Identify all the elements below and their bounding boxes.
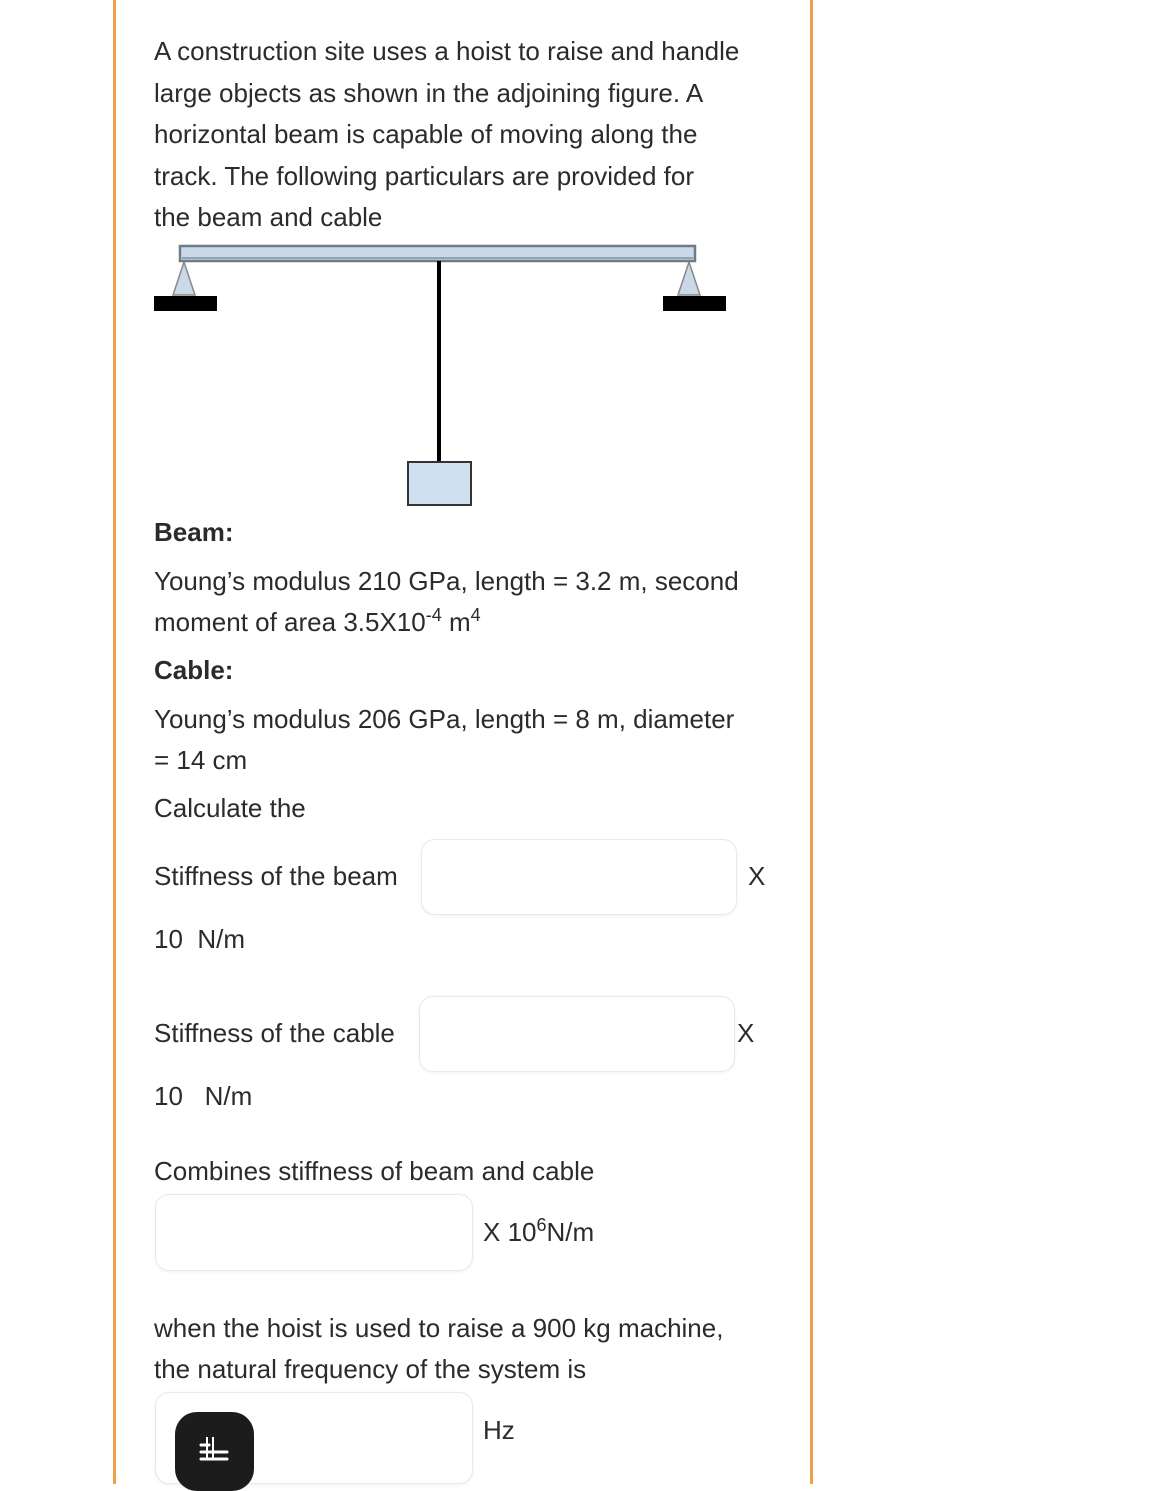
frequency-line-1: when the hoist is used to raise a 900 kg machine,: [154, 1313, 724, 1343]
beam-stiffness-input[interactable]: [421, 839, 737, 915]
combined-stiffness-input[interactable]: [155, 1194, 473, 1271]
left-support: [154, 262, 217, 311]
combined-stiffness-unit: X $10^6N/m$: [483, 1215, 595, 1247]
cable-stiffness-input[interactable]: [419, 996, 735, 1072]
cable-line-1: Young’s modulus 206 GPa, length = 8 m, diameter: [154, 704, 735, 734]
menu-button[interactable]: [175, 1412, 254, 1491]
frequency-line-2: the natural frequency of the system is: [154, 1354, 587, 1384]
cable-stiffness-multiplier: X: [737, 1018, 755, 1048]
cable-heading: Cable:: [154, 655, 234, 685]
right-support: [663, 262, 726, 311]
cable-stiffness-label: Stiffness of the cable: [154, 1018, 395, 1048]
menu-lines-icon: [199, 1437, 231, 1467]
beam-line-2: moment of area $3.5X10^{-4}$ $m^4$: [154, 605, 481, 637]
beam-stiffness-label: Stiffness of the beam: [154, 861, 398, 891]
beam-stiffness-multiplier: X: [748, 861, 766, 891]
problem-intro: A construction site uses a hoist to raise and handle large objects as shown in the adjoining figure. A horizontal beam is capable of moving along the track. The following particulars are provided for the beam and cable: [154, 36, 740, 232]
beam-stiffness-unit: 10 N/m: [154, 924, 246, 954]
beam-heading: Beam:: [154, 517, 234, 547]
suspended-mass: [408, 462, 471, 505]
cable-stiffness-unit: 10 N/m: [154, 1081, 253, 1111]
prompt-text: Calculate the: [154, 793, 306, 823]
hoist-figure: [150, 240, 730, 510]
combined-stiffness-label: Combines stiffness of beam and cable: [154, 1156, 595, 1186]
beam-line-1: Young’s modulus 210 GPa, length = 3.2 m, second: [154, 566, 739, 596]
frequency-unit: Hz: [483, 1415, 515, 1445]
cable-line-2: = 14 cm: [154, 745, 248, 775]
